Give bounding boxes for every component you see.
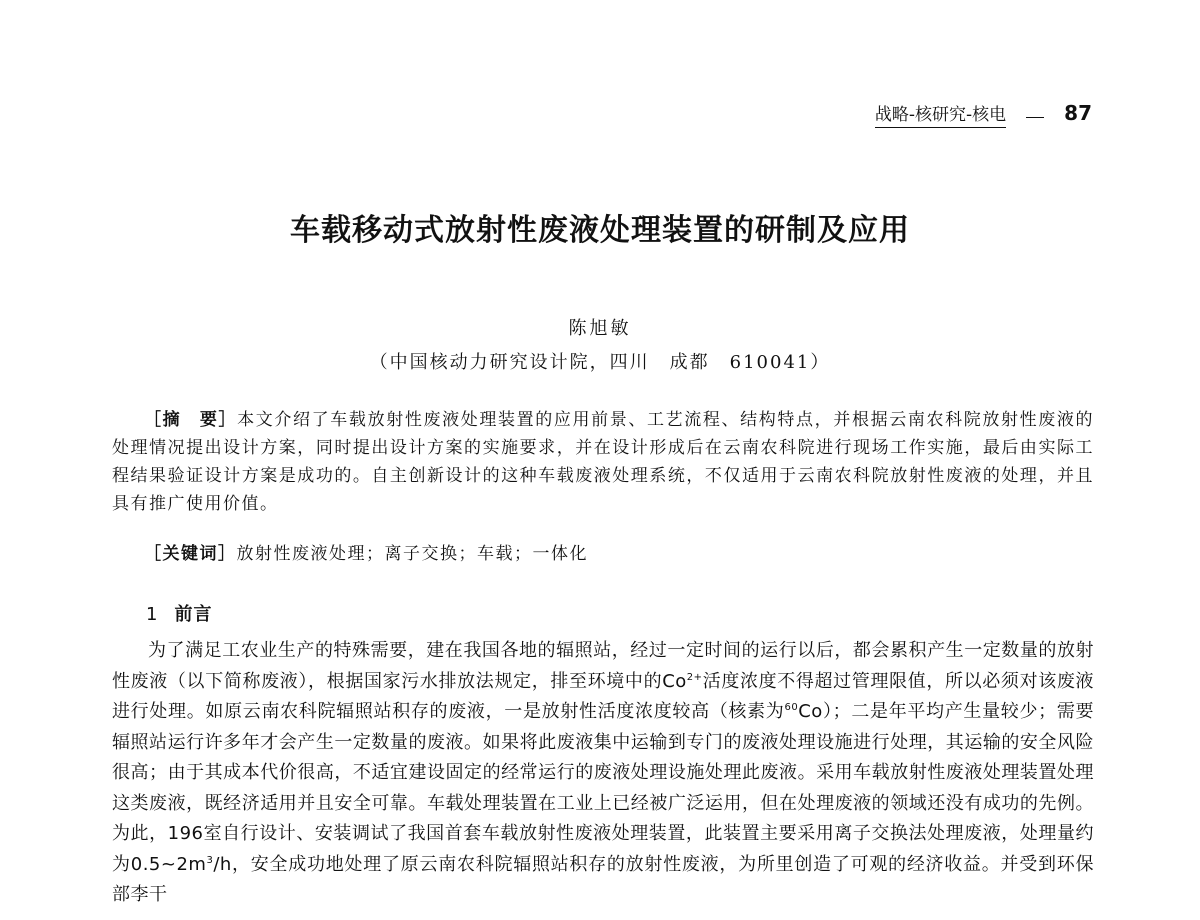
keywords-label: ［关键词］ [144, 544, 237, 564]
section-title: 前言 [174, 604, 213, 625]
superscript-cubic: 3 [206, 854, 214, 866]
journal-section: 战略-核研究-核电 [875, 100, 1006, 128]
article-title: 车载移动式放射性废液处理装置的研制及应用 [290, 213, 910, 248]
keywords-text: 放射性废液处理；离子交换；车载；一体化 [236, 544, 588, 564]
section-heading [146, 600, 212, 626]
page-number: 87 [1064, 101, 1092, 125]
running-header [875, 100, 1092, 128]
superscript-co-charge: 2+ [686, 671, 703, 683]
body-paragraph [112, 636, 1094, 911]
body-text-part4: /h，安全成功地处理了原云南农科院辐照站积存的放射性废液，为所里创造了可观的经济收益。并受到环保部李干 [112, 853, 1095, 905]
keywords [144, 540, 1094, 568]
author-affiliation: （中国核动力研究设计院，四川 成都 610041） [369, 352, 831, 373]
header-rule [1026, 117, 1044, 118]
section-number: 1 [146, 604, 159, 625]
abstract-label: ［摘 要］ [144, 410, 238, 430]
body-text-part3: Co）；二是年平均产生量较少；需要辐照站运行许多年才会产生一定数量的废液。如果将此废液集中运输到专门的废液处理设施进行处理，其运输的安全风险很高；由于其成本代价很高，不适宜建设固定的经常运行的废液处理设施处理此废液。采用车载放射性废液处理装置处理这类废液，既经济适用并且安全可靠。车载处理装置在工业上已经被广泛运用，但在处理废液的领域还没有成功的先例。为此，196室自行设计、安装调试了我国首套车载放射性废液处理装置，此装置主要采用离子交换法处理废液，处理量约为0.5~2m [112, 701, 1094, 875]
body-text-part2: 活度浓度不得超过管理限值，所以必须对该废液进行处理。如原云南农科院辐照站积存的废液，一是放射性活度浓度较高（核素为 [112, 670, 1094, 722]
body-text-part1: 为了满足工农业生产的特殊需要，建在我国各地的辐照站，经过一定时间的运行以后，都会累积产生一定数量的放射性废液（以下简称废液），根据国家污水排放法规定，排至环境中的Co [112, 640, 1094, 692]
superscript-isotope: 60 [784, 702, 799, 713]
abstract [112, 406, 1094, 518]
abstract-text: 本文介绍了车载放射性废液处理装置的应用前景、工艺流程、结构特点，并根据云南农科院放射性废液的处理情况提出设计方案，同时提出设计方案的实施要求，并在设计形成后在云南农科院进行现场工作实施，最后由实际工程结果验证设计方案是成功的。自主创新设计的这种车载废液处理系统，不仅适用于云南农科院放射性废液的处理，并且具有推广使用价值。 [112, 410, 1095, 514]
author-name: 陈旭敏 [568, 318, 632, 339]
